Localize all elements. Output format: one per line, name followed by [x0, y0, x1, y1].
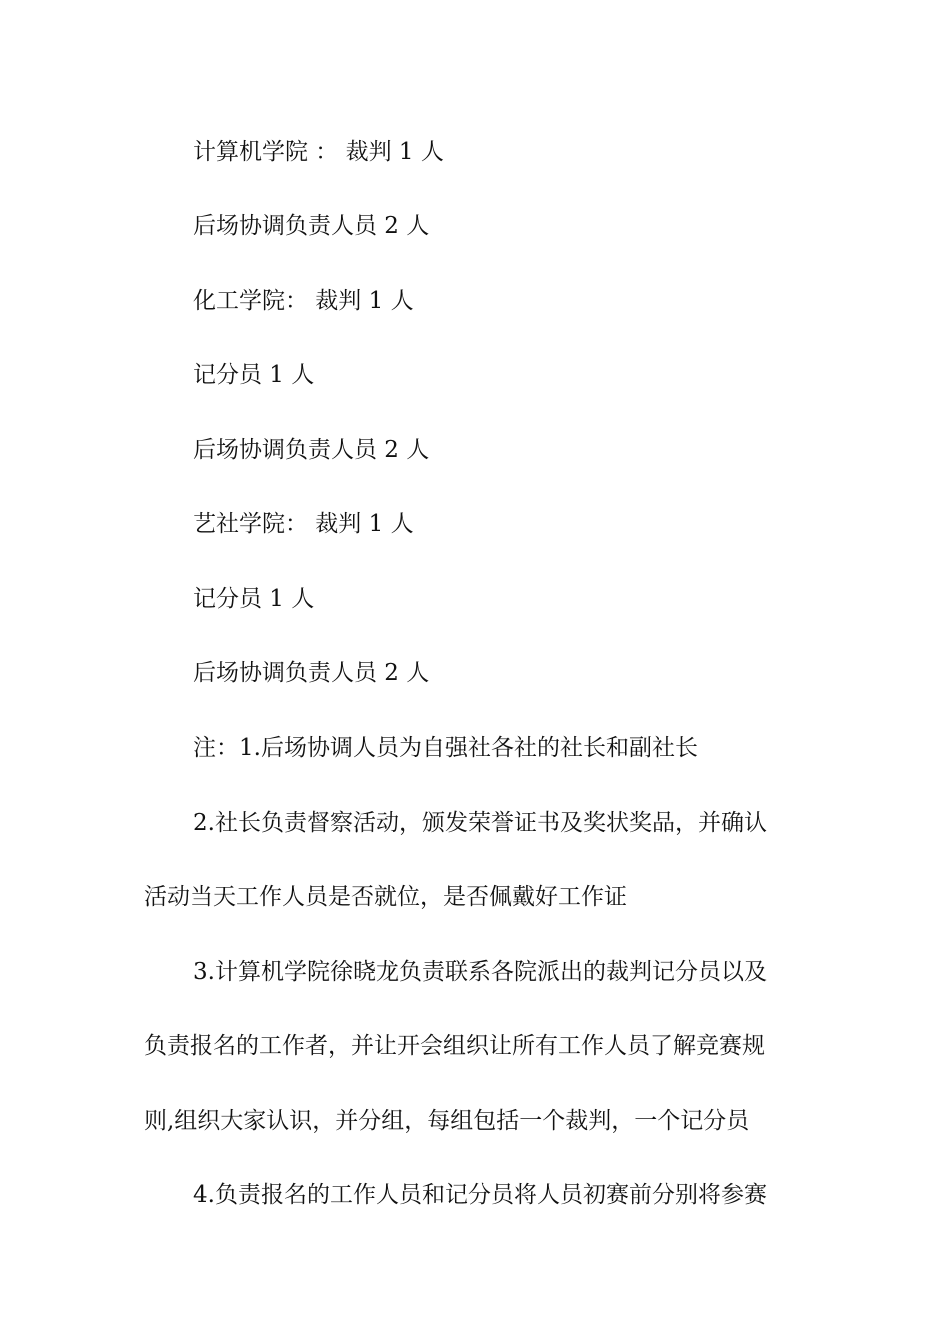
text-line-computer-college: 计算机学院 ： 裁判 1 人: [193, 139, 444, 165]
text-line-backstage-staff: 后场协调负责人员 2 人: [193, 437, 430, 463]
text-line-backstage-staff: 后场协调负责人员 2 人: [193, 660, 430, 686]
note-item-2-continued: 活动当天工作人员是否就位，是否佩戴好工作证: [144, 884, 627, 910]
note-item-2: 2.社长负责督察活动，颁发荣誉证书及奖状奖品，并确认: [193, 810, 767, 836]
note-item-3-continued: 则,组织大家认识，并分组，每组包括一个裁判，一个记分员: [144, 1108, 750, 1134]
text-line-scorer: 记分员 1 人: [193, 362, 315, 388]
text-line-chemical-college: 化工学院： 裁判 1 人: [193, 288, 414, 314]
note-item-1: 注：1.后场协调人员为自强社各社的社长和副社长: [193, 735, 698, 761]
text-line-art-college: 艺社学院： 裁判 1 人: [193, 511, 414, 537]
text-line-scorer: 记分员 1 人: [193, 586, 315, 612]
note-item-3-continued: 负责报名的工作者，并让开会组织让所有工作人员了解竞赛规: [144, 1033, 765, 1059]
note-item-4: 4.负责报名的工作人员和记分员将人员初赛前分别将参赛: [193, 1182, 767, 1208]
text-line-backstage-staff: 后场协调负责人员 2 人: [193, 213, 430, 239]
note-item-3: 3.计算机学院徐晓龙负责联系各院派出的裁判记分员以及: [193, 959, 767, 985]
